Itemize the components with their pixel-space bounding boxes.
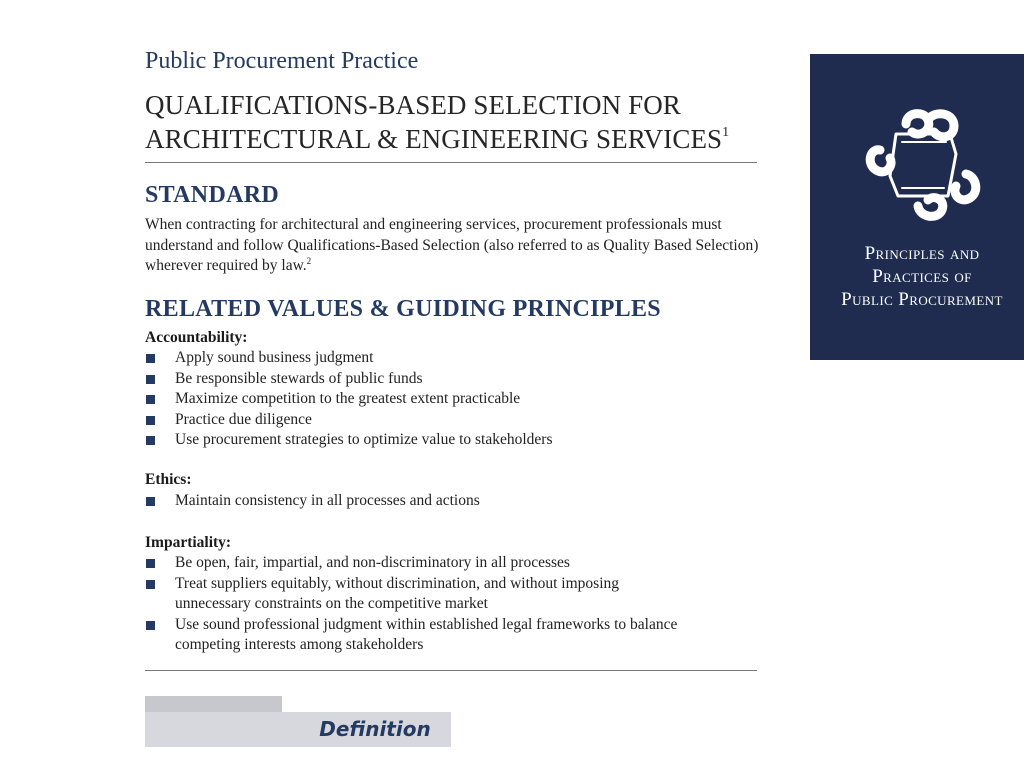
list-item: Maximize competition to the greatest extent practicable [145, 389, 765, 410]
bullet-square-icon [146, 354, 155, 363]
page-title [145, 88, 785, 156]
sidebar-badge [810, 54, 1024, 360]
bullet-square-icon [146, 497, 155, 506]
values-heading: RELATED VALUES & GUIDING PRINCIPLES [145, 296, 661, 322]
list-item: Be open, fair, impartial, and non-discriminatory in all processes [145, 553, 680, 574]
definition-bar-accent [145, 696, 282, 712]
group-title-impartiality: Impartiality: [145, 534, 232, 551]
list-accountability [145, 348, 765, 451]
bullet-square-icon [146, 559, 155, 568]
group-title-ethics: Ethics: [145, 471, 192, 488]
list-item: Use sound professional judgment within established legal frameworks to balance competing interests among stakeholders [145, 615, 680, 656]
list-item: Be responsible stewards of public funds [145, 369, 765, 390]
standard-heading: STANDARD [145, 182, 279, 208]
divider-top [145, 162, 757, 163]
sidebar-line-3: Public Procurement [841, 289, 1003, 310]
standard-paragraph: When contracting for architectural and engineering services, procurement professionals must understand and follow Qualifications-Based Selection (also referred to as Quality Based Selection) wherever required by law. [145, 216, 759, 274]
divider-bottom [145, 670, 757, 671]
bullet-square-icon [146, 395, 155, 404]
sidebar-title [810, 242, 1024, 311]
title-line-2: ARCHITECTURAL & ENGINEERING SERVICES [145, 124, 723, 154]
standard-footnote: 2 [306, 256, 312, 266]
bullet-square-icon [146, 580, 155, 589]
sidebar-line-2: Practices of [872, 266, 972, 287]
bullet-square-icon [146, 436, 155, 445]
list-item: Treat suppliers equitably, without discrimination, and without imposing unnecessary constraints on the competitive market [145, 574, 680, 615]
group-title-accountability: Accountability: [145, 329, 248, 346]
list-item: Practice due diligence [145, 410, 765, 431]
title-footnote: 1 [722, 125, 730, 140]
definition-label: Definition [319, 717, 431, 741]
sidebar-line-1: Principles and [864, 243, 980, 264]
bullet-square-icon [146, 375, 155, 384]
bullet-square-icon [146, 416, 155, 425]
standard-text [145, 215, 770, 277]
title-line-1: QUALIFICATIONS-BASED SELECTION FOR [145, 90, 681, 120]
series-title: Public Procurement Practice [145, 48, 419, 74]
list-impartiality [145, 553, 680, 656]
list-ethics [145, 491, 765, 512]
scroll-icon [862, 104, 984, 228]
list-item: Maintain consistency in all processes and actions [145, 491, 765, 512]
definition-bar [145, 712, 451, 747]
bullet-square-icon [146, 621, 155, 630]
list-item: Use procurement strategies to optimize value to stakeholders [145, 430, 765, 451]
list-item: Apply sound business judgment [145, 348, 765, 369]
